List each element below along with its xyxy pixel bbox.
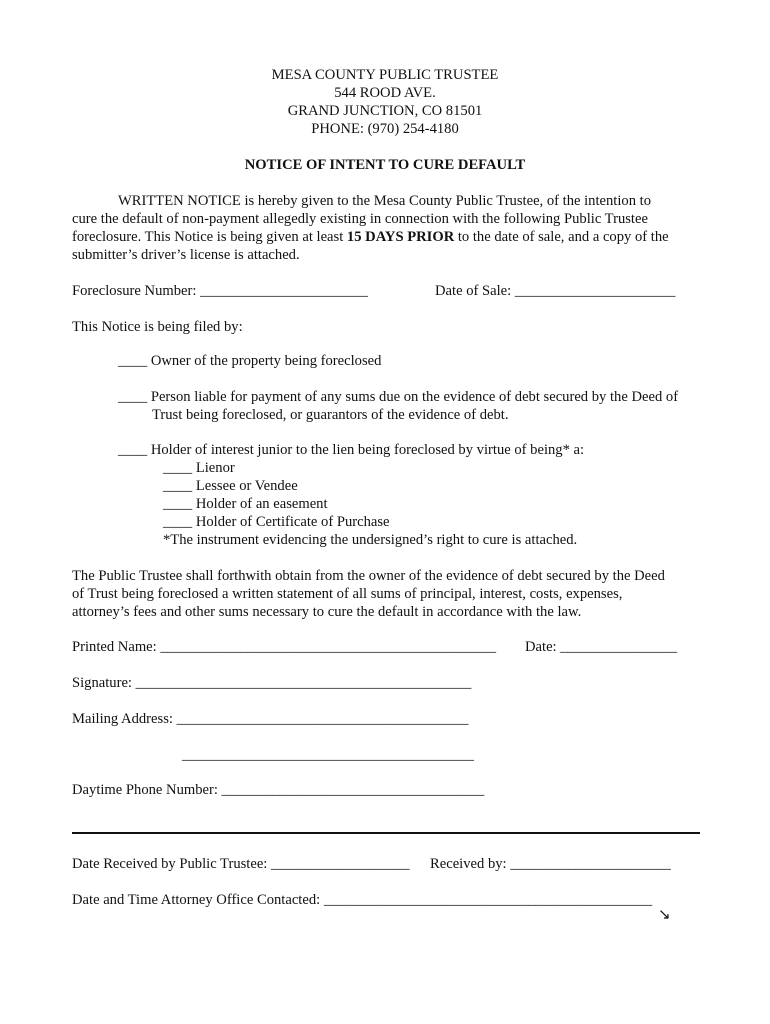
printed-name-field[interactable]: Printed Name: ______________________________________________ <box>72 639 497 655</box>
foreclosure-number-field[interactable]: Foreclosure Number: _______________________ <box>72 283 368 299</box>
easement-checkbox-line[interactable]: ____ Holder of an easement <box>163 496 328 512</box>
notice-paragraph-line: WRITTEN NOTICE is hereby given to the Mesa County Public Trustee, of the intention to <box>118 193 652 209</box>
certificate-checkbox-line[interactable]: ____ Holder of Certificate of Purchase <box>163 514 390 530</box>
arrow-down-right-icon: ↘ <box>658 905 671 923</box>
statement-paragraph-line: attorney’s fees and other sums necessary to cure the default in accordance with the law. <box>72 604 582 620</box>
statement-paragraph-line: The Public Trustee shall forthwith obtain from the owner of the evidence of debt secured by the Deed <box>72 568 665 584</box>
date-of-sale-field[interactable]: Date of Sale: ______________________ <box>435 283 676 299</box>
mailing-address-field[interactable]: Mailing Address: ________________________________________ <box>72 711 469 727</box>
received-by-field[interactable]: Received by: ______________________ <box>430 856 671 872</box>
attorney-contacted-field[interactable]: Date and Time Attorney Office Contacted: _____________________________________________ <box>72 892 653 908</box>
document-title: NOTICE OF INTENT TO CURE DEFAULT <box>244 157 526 173</box>
trustee-city: GRAND JUNCTION, CO 81501 <box>287 103 483 119</box>
trustee-street: 544 ROOD AVE. <box>334 85 436 101</box>
notice-paragraph-line: foreclosure. This Notice is being given at least 15 DAYS PRIOR to the date of sale, and a copy of the <box>72 229 669 245</box>
filed-by-label: This Notice is being filed by: <box>72 319 243 335</box>
holder-interest-checkbox-line[interactable]: ____ Holder of interest junior to the lien being foreclosed by virtue of being* a: <box>118 442 585 458</box>
lessee-checkbox-line[interactable]: ____ Lessee or Vendee <box>163 478 298 494</box>
person-liable-checkbox-line[interactable]: ____ Person liable for payment of any sums due on the evidence of debt secured by the Deed of <box>118 389 679 405</box>
owner-checkbox-line[interactable]: ____ Owner of the property being foreclosed <box>118 353 382 369</box>
lienor-checkbox-line[interactable]: ____ Lienor <box>163 460 235 476</box>
statement-paragraph-line: of Trust being foreclosed a written statement of all sums of principal, interest, costs, expenses, <box>72 586 623 602</box>
date-field[interactable]: Date: ________________ <box>525 639 678 655</box>
divider <box>72 832 700 834</box>
trustee-phone: PHONE: (970) 254-4180 <box>311 121 459 137</box>
date-received-field[interactable]: Date Received by Public Trustee: ___________________ <box>72 856 410 872</box>
notice-paragraph-line: submitter’s driver’s license is attached. <box>72 247 300 263</box>
signature-field[interactable]: Signature: ______________________________________________ <box>72 675 472 691</box>
mailing-address-line-2[interactable]: ________________________________________ <box>182 747 474 763</box>
daytime-phone-field[interactable]: Daytime Phone Number: ____________________________________ <box>72 782 485 798</box>
notice-paragraph-line: cure the default of non-payment allegedly existing in connection with the following Public Trustee <box>72 211 648 227</box>
person-liable-text: Trust being foreclosed, or guarantors of the evidence of debt. <box>152 407 509 423</box>
instrument-note: *The instrument evidencing the undersigned’s right to cure is attached. <box>163 532 578 548</box>
trustee-name: MESA COUNTY PUBLIC TRUSTEE <box>271 67 499 83</box>
